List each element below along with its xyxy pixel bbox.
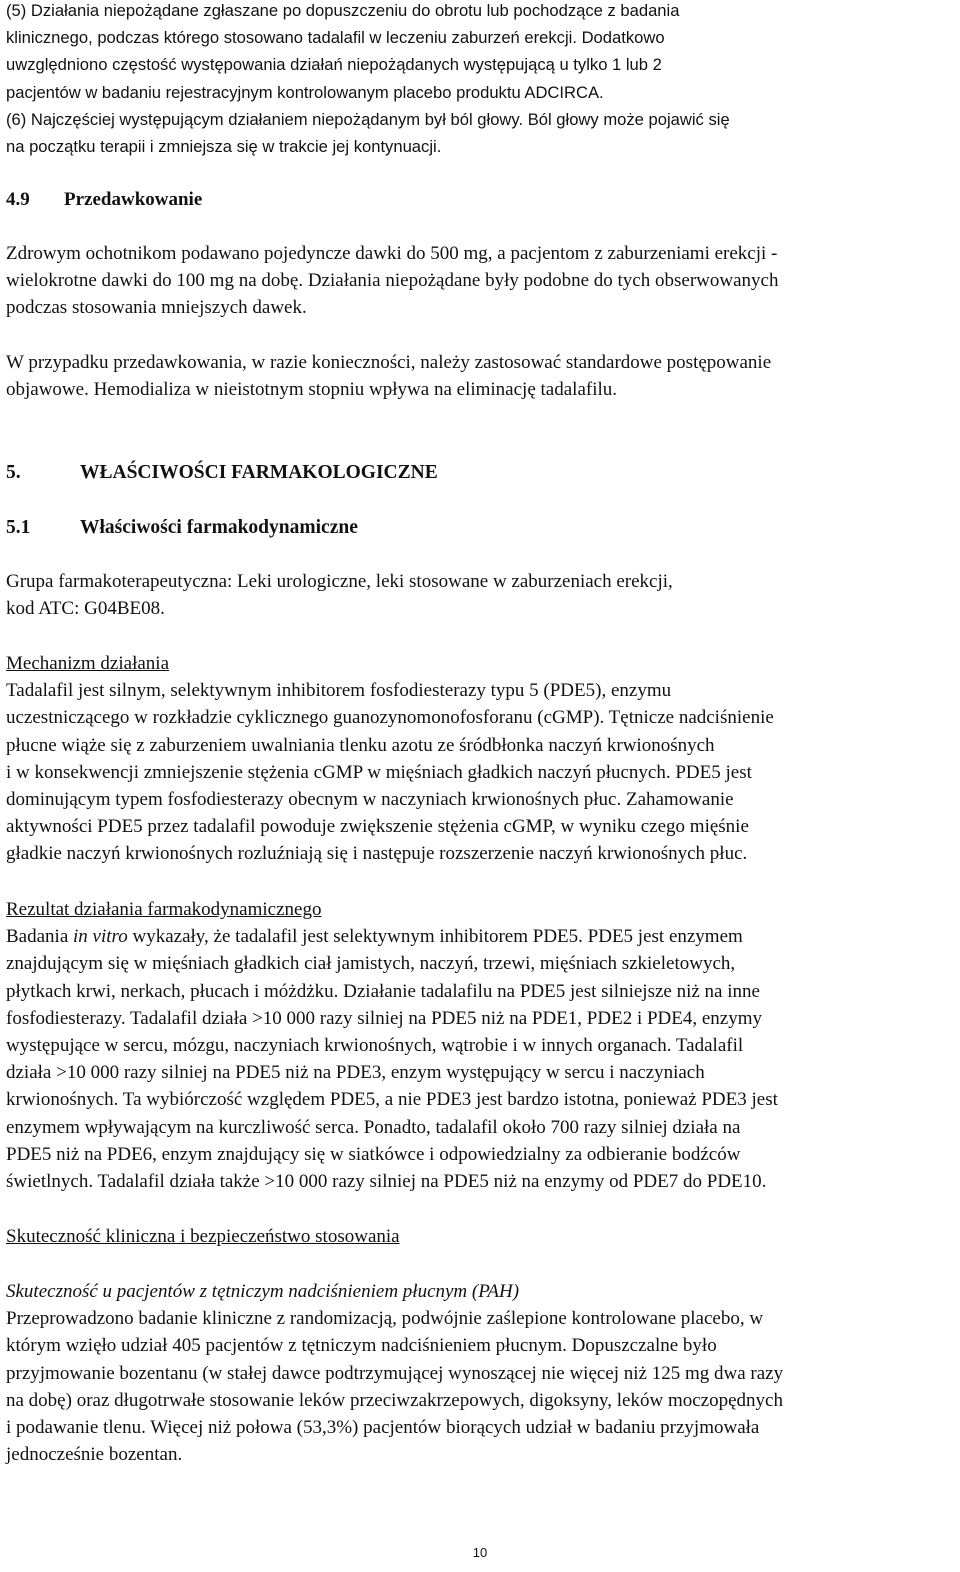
- italic-term: in vitro: [73, 926, 128, 948]
- text-line: uwzględniono częstość występowania działań niepożądanych występującą u tylko 1 lub 2: [6, 55, 662, 75]
- text-line: (6) Najczęściej występującym działaniem niepożądanym był ból głowy. Ból głowy może pojawić się: [6, 110, 730, 129]
- text-line: dominującym typem fosfodiesterazy obecnym w naczyniach krwionośnych płuc. Zahamowanie: [6, 789, 734, 811]
- text-line: występujące w sercu, mózgu, naczyniach krwionośnych, wątrobie i w innych organach. Tadalafil: [6, 1035, 744, 1057]
- mechanism-section: [6, 650, 774, 868]
- section-number: 4.9: [6, 189, 30, 210]
- mechanism-heading: Mechanizm działania: [6, 653, 170, 674]
- text-line: uczestniczącego w rozkładzie cyklicznego guanozynomonofosforanu (cGMP). Tętnicze nadciśnienie: [6, 707, 774, 729]
- text-line: krwionośnych. Ta wybiórczość względem PDE5, a nie PDE3 jest bardzo istotna, ponieważ PDE3 jest: [6, 1089, 778, 1111]
- pd-heading: Rezultat działania farmakodynamicznego: [6, 899, 322, 920]
- text-line: działa >10 000 razy silniej na PDE5 niż na PDE3, enzym występujący w sercu i naczyniach: [6, 1062, 705, 1084]
- pharmacotherapeutic-group: [6, 568, 673, 622]
- text-line: W przypadku przedawkowania, w razie konieczności, należy zastosować standardowe postępowanie: [6, 352, 772, 373]
- text-fragment: wykazały, że tadalafil jest selektywnym inhibitorem PDE5. PDE5 jest enzymem: [127, 926, 743, 948]
- clinical-efficacy-heading: [6, 1223, 400, 1250]
- pah-heading: Skuteczność u pacjentów z tętniczym nadciśnieniem płucnym (PAH): [6, 1281, 520, 1302]
- text-line: Przeprowadzono badanie kliniczne z randomizacją, podwójnie zaślepione kontrolowane placebo, w: [6, 1308, 764, 1330]
- section-number: 5.1: [6, 517, 31, 538]
- text-line: jednocześnie bozentan.: [6, 1444, 183, 1466]
- text-line: gładkie naczyń krwionośnych rozluźniają się i następuje rozszerzenie naczyń krwionośnych płuc.: [6, 843, 748, 865]
- text-fragment: Badania: [6, 926, 74, 948]
- text-line: znajdującym się w mięśniach gładkich ciał jamistych, naczyń, trzewi, mięśniach szkieletowych,: [6, 953, 736, 975]
- page-number: 10: [472, 1545, 488, 1560]
- text-line: którym wzięło udział 405 pacjentów z tętniczym nadciśnieniem płucnym. Dopuszczalne było: [6, 1335, 717, 1357]
- overdose-paragraph-2: [6, 349, 771, 403]
- text-line: objawowe. Hemodializa w nieistotnym stopniu wpływa na eliminację tadalafilu.: [6, 379, 618, 401]
- section-number: 5.: [6, 462, 21, 483]
- text-line: przyjmowanie bozentanu (w stałej dawce podtrzymującej wynoszącej nie więcej niż 125 mg dwa razy: [6, 1362, 784, 1384]
- text-line: Grupa farmakoterapeutyczna: Leki urologiczne, leki stosowane w zaburzeniach erekcji,: [6, 571, 673, 592]
- text-line: fosfodiesterazy. Tadalafil działa >10 000 razy silniej na PDE5 niż na PDE1, PDE2 i PDE4, enzymy: [6, 1007, 763, 1029]
- text-line: płucne wiąże się z zaburzeniem uwalniania tlenku azotu ze śródbłonka naczyń krwionośnych: [6, 734, 715, 756]
- text-line: i podawanie tlenu. Więcej niż połowa (53,3%) pacjentów biorących udział w badaniu przyjmowała: [6, 1417, 760, 1439]
- pharmacodynamic-effects-section: [6, 896, 778, 1195]
- text-line: [6, 923, 778, 950]
- text-line: płytkach krwi, nerkach, płucach i móżdżku. Działanie tadalafilu na PDE5 jest silniejsze niż na inne: [6, 980, 760, 1002]
- section-5-1-heading: [6, 514, 358, 541]
- text-line: kod ATC: G04BE08.: [6, 598, 165, 620]
- efficacy-heading: Skuteczność kliniczna i bezpieczeństwo stosowania: [6, 1226, 400, 1247]
- section-title: WŁAŚCIWOŚCI FARMAKOLOGICZNE: [80, 462, 438, 483]
- text-line: i w konsekwencji zmniejszenie stężenia cGMP w mięśniach gładkich naczyń płucnych. PDE5 jest: [6, 761, 752, 783]
- text-line: Zdrowym ochotnikom podawano pojedyncze dawki do 500 mg, a pacjentom z zaburzeniami erekcji -: [6, 243, 778, 264]
- footnote-6: [6, 106, 730, 160]
- text-line: (5) Działania niepożądane zgłaszane po dopuszczeniu do obrotu lub pochodzące z badania: [6, 1, 680, 20]
- section-title: Właściwości farmakodynamiczne: [80, 517, 358, 538]
- text-line: Tadalafil jest silnym, selektywnym inhibitorem fosfodiesterazy typu 5 (PDE5), enzymu: [6, 680, 672, 702]
- text-line: aktywności PDE5 przez tadalafil powoduje zwiększenie stężenia cGMP, w wyniku czego mięśnie: [6, 816, 749, 838]
- section-4-9-heading: [6, 186, 202, 213]
- text-line: świetlnych. Tadalafil działa także >10 000 razy silniej na PDE5 niż na enzymy od PDE7 do PDE10.: [6, 1171, 767, 1193]
- text-line: na początku terapii i zmniejsza się w trakcie jej kontynuacji.: [6, 137, 442, 157]
- section-5-heading: [6, 459, 438, 486]
- section-title: Przedawkowanie: [64, 189, 203, 210]
- pah-efficacy-section: [6, 1278, 783, 1468]
- text-line: PDE5 niż na PDE6, enzym znajdujący się w siatkówce i odpowiedzialny za odbieranie bodźców: [6, 1143, 741, 1165]
- text-line: klinicznego, podczas którego stosowano tadalafil w leczeniu zaburzeń erekcji. Dodatkowo: [6, 28, 665, 48]
- footnote-5: [6, 0, 679, 106]
- text-line: pacjentów w badaniu rejestracyjnym kontrolowanym placebo produktu ADCIRCA.: [6, 82, 604, 102]
- text-line: wielokrotne dawki do 100 mg na dobę. Działania niepożądane były podobne do tych obserwowanych: [6, 270, 779, 292]
- text-line: na dobę) oraz długotrwałe stosowanie leków przeciwzakrzepowych, digoksyny, leków moczopędnych: [6, 1389, 783, 1411]
- text-line: podczas stosowania mniejszych dawek.: [6, 297, 307, 319]
- overdose-paragraph-1: [6, 240, 778, 322]
- text-line: enzymem wpływającym na kurczliwość serca. Ponadto, tadalafil około 700 razy silniej działa na: [6, 1116, 741, 1138]
